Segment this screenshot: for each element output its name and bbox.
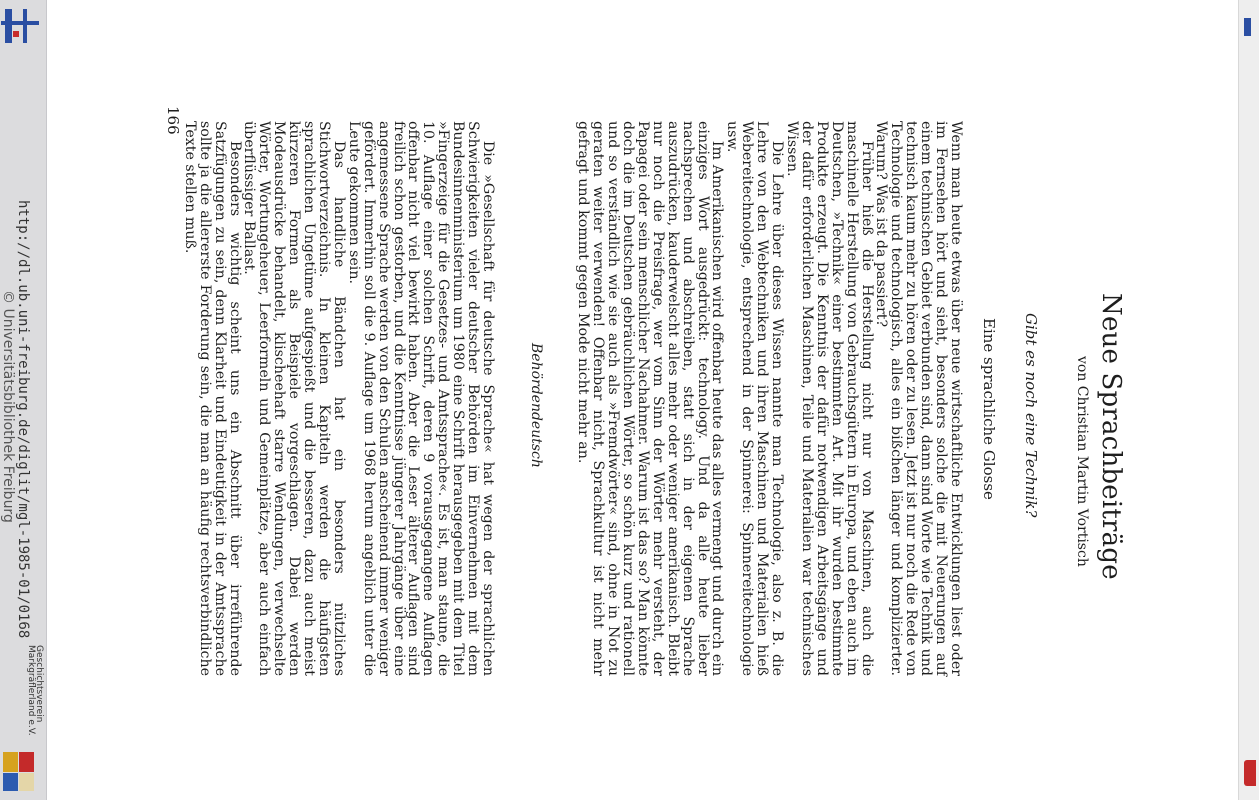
section1-body: [575, 121, 963, 676]
section2-paragraph: Besonders wichtig scheint uns ein Abschnitt über irreführende Satzfügungen zu sein, denn Klarheit und Eindeutigkeit in der Amtssprache sollte ja die allererste Forderung sein, die man an häufig rechtsverbindliche Texte stellen muß.: [181, 121, 243, 676]
right-crest-icon: [1244, 760, 1256, 786]
society-crest-icon: [3, 752, 35, 792]
article-title: Neue Sprachbeiträge: [1096, 293, 1126, 580]
section1-paragraph: Im Amerikanischen wird offenbar heute das alles vermengt und durch ein einziges Wort ausgedrückt: technology. Und da alle heute lieber nachsprechen und abschreiben, statt sich in der eigenen Sprache auszudrücken, kauderwelscht alles mehr oder weniger amerikanisch. Bleibt nur noch die Preisfrage, wer vom Sinn der Wörter mehr versteht, der Papagei oder sein menschlicher Nachahmer. Warum ist das so? Man könnte doch die im Deutschen gebräuchlichen Wörter, so schön kurz und rationell und so verständlich wie sie auch als »Fremdwörter« sind, ohne in Not zu geraten weiter verwenden! Offenbar nicht, Sprachkultur ist nicht mehr gefragt und kommt gegen Mode nicht mehr an.: [575, 121, 726, 676]
section2-paragraph: Die »Gesellschaft für deutsche Sprache« hat wegen der sprachlichen Schwierigkeiten vieler deutscher Behörden im Einvernehmen mit dem Bundesinnenministerium um 1980 eine Schrift herausgegeben mit dem Titel »Fingerzeige für die Gesetzes- und Amtssprache«. Es ist, man staune, die 10. Auflage einer solchen Schrift, deren 9 vorausgegangene Auflagen offenbar nicht viel bewirkt haben. Aber die Leser älterer Auflagen sind freilich schon gestorben, und die Kenntnisse jüngerer Jahrgänge über eine angemessene Sprache werden von den Schulen anscheinend immer weniger gefördert. Immerhin soll die 9. Auflage um 1968 herum angeblich unter die Leute gekommen sein.: [345, 121, 496, 676]
section1-paragraph: Wenn man heute etwas über neue wirtschaftliche Entwicklungen liest oder im Fernsehen hört und sieht, besonders solche die mit Neuerungen auf einem technischen Gebiet verbunden sind, dann sind Worte wie Technik und technisch kaum mehr zu hören oder zu lesen. Jetzt ist nur noch die Rede von Technologie und technologisch, alles ein bißchen länger und komplizierter. Warum? Was ist da passiert?: [873, 121, 964, 676]
section1-paragraph: Früher hieß die Herstellung nicht nur von Maschinen, auch die maschinelle Herstellung von Gebrauchsgütern in Europa, und eben auch im Deutschen, »Technik« einer bestimmten Art. Mit ihr wurden bestimmte Produkte erzeugt. Die Kenntnis der dafür notwendigen Arbeitsgänge und der dafür erforderlichen Maschinen, Teile und Materialien war technisches Wissen.: [784, 121, 875, 676]
article-subsubtitle: Eine sprachliche Glosse: [980, 318, 998, 500]
article-author: von Christian Martin Vortisch: [1074, 356, 1090, 567]
copyright-text: © Universitätsbibliothek Freiburg: [0, 290, 16, 523]
page-number: 166: [164, 106, 182, 135]
viewer-right-sidebar: [1238, 0, 1259, 800]
society-label-1: Geschichtsverein: [34, 645, 44, 723]
article-subtitle: Gibt es noch eine Technik?: [1022, 313, 1040, 518]
section2-body: [182, 121, 495, 676]
digital-url[interactable]: http://dl.ub.uni-freiburg.de/diglit/mgl-1985-01/0168: [15, 200, 31, 639]
section2-paragraph: Das handliche Bändchen hat ein besonders nützliches Stichwortverzeichnis. In kleinen Kapiteln werden die häufigsten sprachlichen Ungetüme aufgespießt und die besseren, dazu auch meist kürzeren Formen als Beispiele vorgeschlagen. Dabei werden Modeausdrücke behandelt, klischeehaft starre Wendungen, verwechselte Wörter, Wortungeheuer, Leerformeln und Gemeinplätze, aber auch einfach überflüssiger Ballast.: [241, 121, 347, 676]
society-label-2: Markgräflerland e.V.: [26, 645, 36, 736]
library-logo[interactable]: [1, 9, 39, 43]
section2-heading: Behördendeutsch: [528, 343, 544, 468]
section1-paragraph: Die Lehre über dieses Wissen nannte man Technologie, also z. B. die Lehre von den Webtechniken und ihren Maschinen und Materialien hieß Webereitechnologie, entsprechend in der Spinnerei: Spinnereitechnologie usw.: [724, 121, 786, 676]
right-logo-icon: [1244, 18, 1251, 36]
